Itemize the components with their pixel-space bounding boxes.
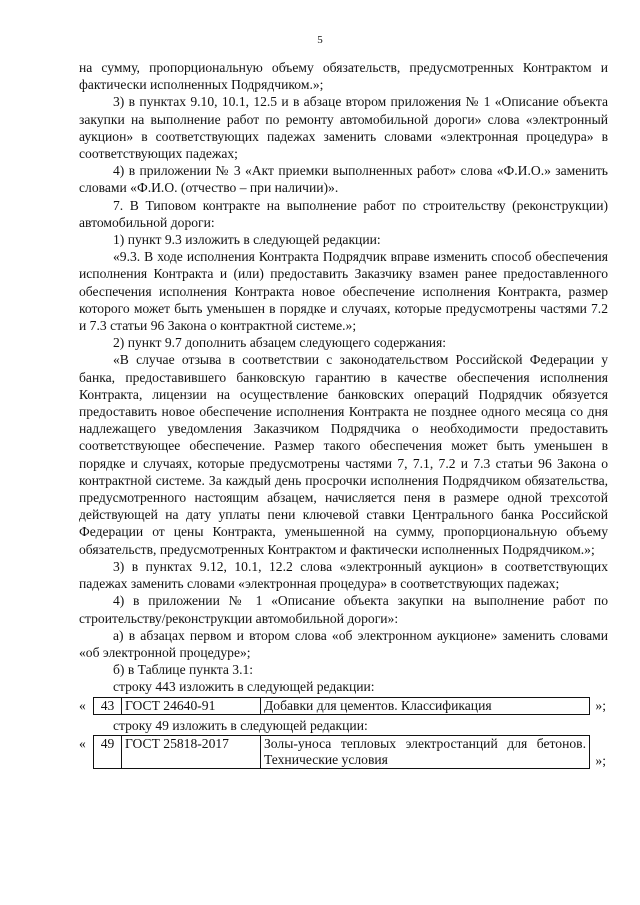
- row-number-cell: 43: [94, 697, 122, 714]
- description-cell: Добавки для цементов. Классификация: [261, 697, 590, 714]
- paragraph: 4) в приложении № 1 «Описание объекта закупки на выполнение работ по строительству/реконструкции автомобильной дороги»:: [79, 593, 608, 626]
- paragraph: б) в Таблице пункта 3.1:: [113, 662, 254, 678]
- close-quote: »;: [595, 697, 606, 713]
- paragraph: «9.3. В ходе исполнения Контракта Подрядчик вправе изменить способ обеспечения исполнения Контракта и (или) предоставить Заказчику взамен ранее предоставленного обеспечения исполнения Контракта новое обеспечение исполнения Контракта, размер которого может быть уменьшен в порядке и случаях, которые предусмотрены частями 7.2 и 7.3 статьи 96 Закона о контрактной системе.»;: [79, 249, 608, 334]
- paragraph-group: [79, 59, 608, 696]
- paragraph: строку 49 изложить в следующей редакции:: [113, 717, 368, 733]
- open-quote: «: [79, 735, 86, 751]
- document-body: [79, 59, 608, 771]
- open-quote: «: [79, 697, 86, 713]
- table-row-43: [79, 697, 608, 715]
- row-number-cell: 49: [94, 735, 122, 768]
- paragraph: «В случае отзыва в соответствии с законодательством Российской Федерации у банка, предоставившего банковскую гарантию в качестве обеспечения исполнения Контракта, лицензии на осуществление банковских операций Подрядчик обязуется предоставить новое обеспечение исполнения Контракта не позднее одного месяца со дня надлежащего уведомления Заказчиком Подрядчика о необходимости предоставить соответствующее обеспечение. Размер такого обеспечения может быть уменьшен в порядке и случаях, которые предусмотрены частями 7, 7.1, 7.2 и 7.3 статьи 96 Закона о контрактной системе. За каждый день просрочки исполнения Подрядчиком обязательства, предусмотренного настоящим абзацем, начисляется пеня в размере одной трехсотой действующей на дату уплаты пени ключевой ставки Центрального банка Российской Федерации от цены Контракта, уменьшенной на сумму, пропорциональную объему обязательств, предусмотренных Контрактом и фактически исполненных Подрядчиком.»;: [79, 352, 608, 557]
- paragraph: строку 443 изложить в следующей редакции:: [113, 679, 375, 695]
- paragraph: 2) пункт 9.7 дополнить абзацем следующего содержания:: [113, 335, 447, 351]
- table-row: [94, 735, 590, 768]
- paragraph: 1) пункт 9.3 изложить в следующей редакции:: [113, 232, 381, 248]
- standards-table: [93, 697, 590, 715]
- table-row: [94, 697, 590, 714]
- gost-code-cell: ГОСТ 24640-91: [122, 697, 261, 714]
- table-row-49: [79, 735, 608, 769]
- paragraph: 3) в пунктах 9.12, 10.1, 12.2 слова «электронный аукцион» в соответствующих падежах заменить словами «электронная процедура» в соответствующих падежах;: [79, 558, 608, 592]
- standards-table: [93, 735, 590, 769]
- page-number: 5: [317, 34, 323, 46]
- paragraph: 4) в приложении № 3 «Акт приемки выполненных работ» слова «Ф.И.О.» заменить словами «Ф.И.О. (отчество – при наличии)».: [79, 163, 608, 196]
- description-cell: Золы-уноса тепловых электростанций для бетонов. Технические условия: [261, 735, 590, 768]
- paragraph: 7. В Типовом контракте на выполнение работ по строительству (реконструкции) автомобильной дороги:: [79, 197, 608, 230]
- paragraph: а) в абзацах первом и втором слова «об электронном аукционе» заменить словами «об электронной процедуре»;: [79, 627, 608, 660]
- close-quote: »;: [595, 752, 606, 768]
- paragraph: 3) в пунктах 9.10, 10.1, 12.5 и в абзаце втором приложения № 1 «Описание объекта закупки на выполнение работ по ремонту автомобильной дороги» слова «электронный аукцион» в соответствующих падежах заменить словами «электронная процедура» в соответствующих падежах;: [79, 94, 608, 162]
- gost-code-cell: ГОСТ 25818-2017: [122, 735, 261, 768]
- paragraph: на сумму, пропорциональную объему обязательств, предусмотренных Контрактом и фактически исполненных Подрядчиком.»;: [79, 60, 608, 93]
